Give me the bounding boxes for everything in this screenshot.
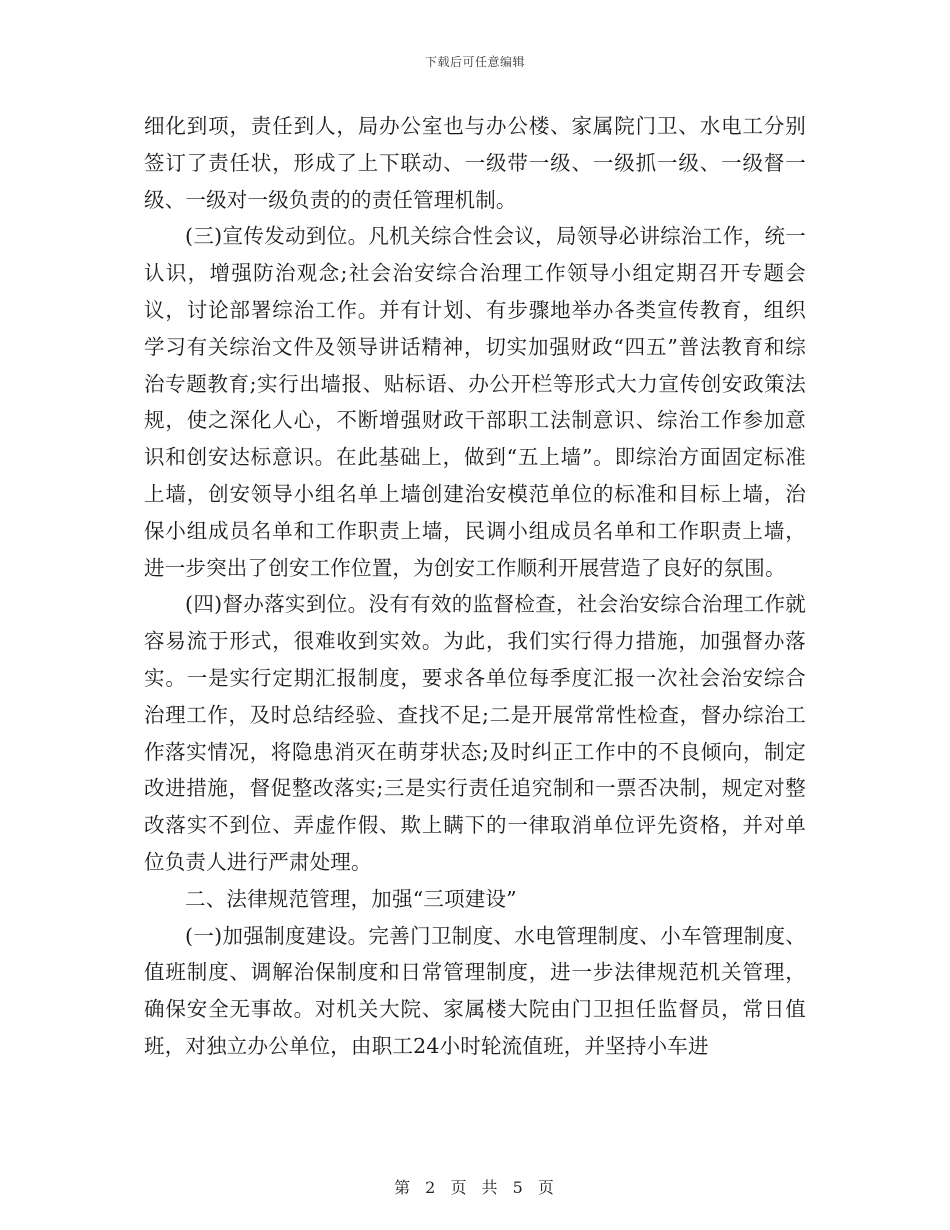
page-number-footer: 第 2 页 共 5 页 (394, 1178, 556, 1197)
paragraph-2: (三)宣传发动到位。凡机关综合性会议，局领导必讲综治工作，统一认识，增强防治观念;社会治安综合治理工作领导小组定期召开专题会议，讨论部署综治工作。并有计划、有步骤地举办各类宣传教育，组织学习有关综治文件及领导讲话精神，切实加强财政“四五”普法教育和综治专题教育;实行出墙报、贴标语、办公开栏等形式大力宣传创安政策法规，使之深化人心，不断增强财政干部职工法制意识、综治工作参加意识和创安达标意识。在此基础上，做到“五上墙”。即综治方面固定标准上墙，创安领导小组名单上墙创建治安模范单位的标准和目标上墙，治保小组成员名单和工作职责上墙，民调小组成员名单和工作职责上墙，进一步突出了创安工作位置，为创安工作顺利开展营造了良好的氛围。 (144, 224, 806, 580)
section-heading: 二、法律规范管理，加强“三项建设” (185, 886, 517, 911)
paragraph-3: (四)督办落实到位。没有有效的监督检查，社会治安综合治理工作就容易流于形式，很难收到实效。为此，我们实行得力措施，加强督办落实。一是实行定期汇报制度，要求各单位每季度汇报一次社会治安综合治理工作，及时总结经验、查找不足;二是开展常常性检查，督办综治工作落实情况，将隐患消灭在萌芽状态;及时纠正工作中的不良倾向，制定改进措施，督促整改落实;三是实行责任追究制和一票否决制，规定对整改落实不到位、弄虚作假、欺上瞒下的一律取消单位评先资格，并对单位负责人进行严肃处理。 (144, 592, 806, 874)
paragraph-1: 细化到项，责任到人，局办公室也与办公楼、家属院门卫、水电工分别签订了责任状，形成了上下联动、一级带一级、一级抓一级、一级督一级、一级对一级负责的的责任管理机制。 (144, 114, 806, 212)
document-body (144, 108, 806, 1065)
paragraph-4: (一)加强制度建设。完善门卫制度、水电管理制度、小车管理制度、值班制度、调解治保制度和日常管理制度，进一步法律规范机关管理，确保安全无事故。对机关大院、家属楼大院由门卫担任监督员，常日值班，对独立办公单位，由职工24小时轮流值班，并坚持小车进 (144, 923, 806, 1058)
page-header: 下载后可任意编辑 (424, 55, 525, 69)
